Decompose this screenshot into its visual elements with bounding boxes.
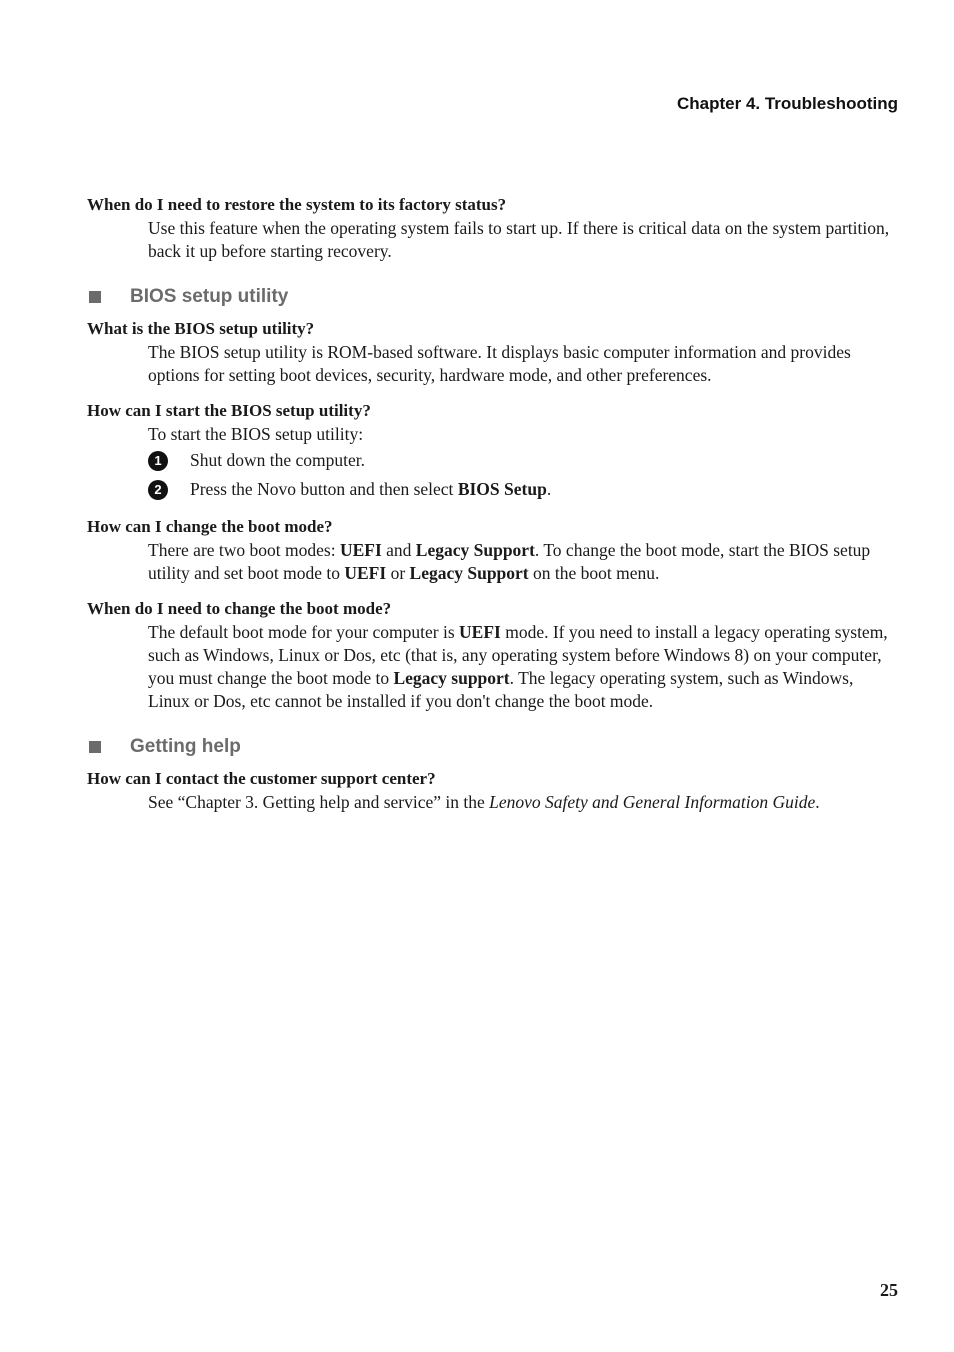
question-what-is-bios: What is the BIOS setup utility? <box>87 319 315 338</box>
chapter-header: Chapter 4. Troubleshooting <box>676 94 898 113</box>
question-contact-support: How can I contact the customer support center? <box>87 769 436 788</box>
square-bullet-icon <box>89 741 101 753</box>
question-change-boot-mode: How can I change the boot mode? <box>87 517 333 536</box>
step-text: Shut down the computer. <box>190 450 365 470</box>
step-number-icon: 2 <box>148 480 168 500</box>
answer-contact-support: See “Chapter 3. Getting help and service” in the Lenovo Safety and General Information Guide. <box>148 792 820 812</box>
page-number: 25 <box>880 1280 898 1300</box>
step-1 <box>148 449 897 472</box>
page-content <box>87 193 897 814</box>
section-getting-help <box>87 733 897 761</box>
section-bios-setup-utility <box>87 283 897 311</box>
answer-when-change-boot-mode: The default boot mode for your computer is UEFI mode. If you need to install a legacy operating system, such as Windows, Linux or Dos, etc (that is, any operating system before Windows 8) on your computer, you must change the boot mode to Legacy support. The legacy operating system, such as Windows, Linux or Dos, etc cannot be installed if you don't change the boot mode. <box>148 622 888 711</box>
answer-start-bios-intro: To start the BIOS setup utility: <box>148 424 364 444</box>
section-title: BIOS setup utility <box>130 286 289 307</box>
step-number-icon: 1 <box>148 451 168 471</box>
question-restore-factory: When do I need to restore the system to its factory status? <box>87 195 507 214</box>
step-text: Press the Novo button and then select BIOS Setup. <box>190 479 552 499</box>
answer-restore-factory: Use this feature when the operating system fails to start up. If there is critical data on the system partition, back it up before starting recovery. <box>148 218 890 261</box>
question-when-change-boot-mode: When do I need to change the boot mode? <box>87 599 392 618</box>
step-2 <box>148 478 897 501</box>
answer-what-is-bios: The BIOS setup utility is ROM-based software. It displays basic computer information and provides options for setting boot devices, security, hardware mode, and other preferences. <box>148 342 851 385</box>
question-start-bios: How can I start the BIOS setup utility? <box>87 401 371 420</box>
answer-change-boot-mode: There are two boot modes: UEFI and Legacy Support. To change the boot mode, start the BIOS setup utility and set boot mode to UEFI or Legacy Support on the boot menu. <box>148 540 871 583</box>
section-title: Getting help <box>130 736 241 757</box>
square-bullet-icon <box>89 291 101 303</box>
